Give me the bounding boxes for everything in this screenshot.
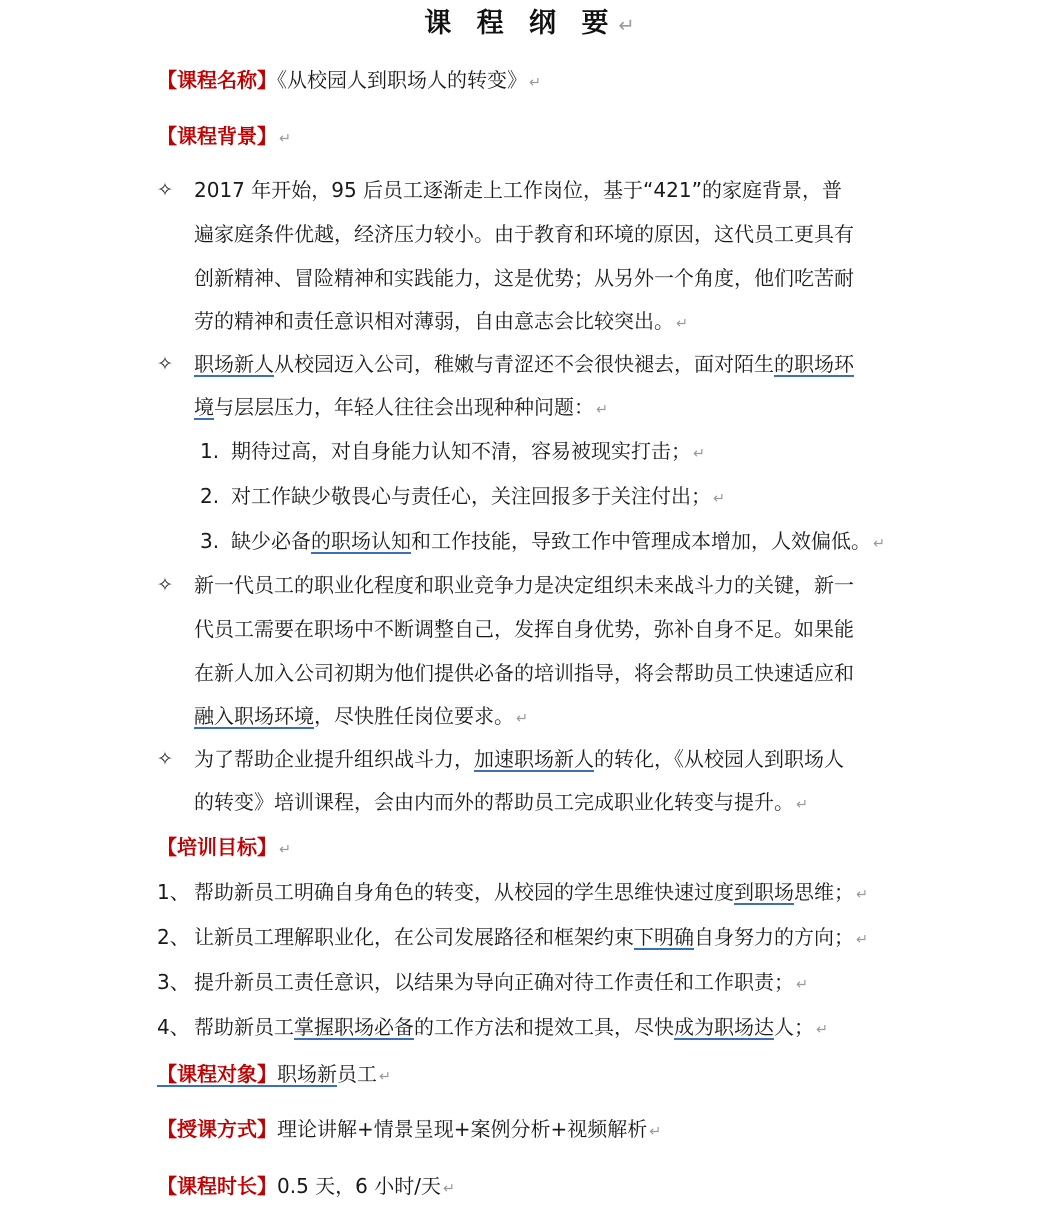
goal-number: 3、 [157,970,190,994]
background-p4-text: 的转化，《从校园人到职场人 [594,747,844,771]
underlined-term: 境 [194,395,214,419]
duration-label: 【课程时长】 [157,1174,277,1198]
underlined-term: 的职场认知 [311,529,411,553]
sub-item-number: 3. [200,529,220,553]
return-mark: ↵ [676,316,689,332]
background-p4-line [194,745,844,773]
page-title [0,4,1059,46]
audience-value: 职场新 [277,1062,337,1086]
return-mark: ↵ [856,887,869,903]
background-p1-last-line [194,307,688,338]
method-line [157,1115,661,1146]
course-name-line [157,66,541,97]
background-p3-line: 在新人加入公司初期为他们提供必备的培训指导，将会帮助员工快速适应和 [194,661,854,685]
method-label: 【授课方式】 [157,1117,277,1141]
audience-line [157,1060,391,1091]
goal-text: 提升新员工责任意识，以结果为导向正确对待工作责任和工作职责； [194,970,794,994]
return-mark: ↵ [529,75,542,91]
audience-label: 【课程对象】 [157,1062,277,1086]
return-mark: ↵ [796,797,809,813]
goal-text: 帮助新员工明确自身角色的转变，从校园的学生思维快速过度 [194,880,734,904]
background-p2-line [194,393,608,424]
goal-text: 让新员工理解职业化，在公司发展路径和框架约束 [194,925,634,949]
return-mark: ↵ [873,536,886,552]
goal-item [194,1013,828,1044]
background-label: 【课程背景】 [157,124,277,148]
sub-item [231,482,725,513]
underlined-term: 下明确 [634,925,694,949]
goal-text: 人； [774,1015,814,1039]
goal-item [194,878,868,909]
sub-item-number: 1. [200,439,220,463]
return-mark: ↵ [279,842,292,858]
goal-item [194,968,808,999]
title-text: 课 程 纲 要 [424,8,617,39]
background-p2-text: 与层层压力，年轻人往往会出现种种问题： [214,395,594,419]
goals-heading [157,833,291,864]
background-p4-text: 为了帮助企业提升组织战斗力， [194,747,474,771]
bullet-icon: ✧ [157,748,173,770]
underlined-term: 职场新人 [194,352,274,376]
bullet-icon: ✧ [157,353,173,375]
return-mark: ↵ [649,1124,662,1140]
return-mark: ↵ [379,1069,392,1085]
bullet-icon: ✧ [157,179,173,201]
course-name-value: 《从校园人到职场人的转变》 [277,68,527,92]
background-p1-text: 劳的精神和责任意识相对薄弱，自由意志会比较突出。 [194,309,674,333]
course-name-label: 【课程名称】 [157,68,277,92]
sub-item-number: 2. [200,484,220,508]
background-p3-line: 新一代员工的职业化程度和职业竞争力是决定组织未来战斗力的关键，新一 [194,573,854,597]
background-p4-text: 的转变》培训课程，会由内而外的帮助员工完成职业化转变与提升。 [194,790,794,814]
background-p1-line: 创新精神、冒险精神和实践能力，这是优势；从另外一个角度，他们吃苦耐 [194,266,854,290]
goals-label: 【培训目标】 [157,835,277,859]
audience-value: 员工 [337,1062,377,1086]
goal-item [194,923,868,954]
background-p1-line: 遍家庭条件优越，经济压力较小。由于教育和环境的原因，这代员工更具有 [194,222,854,246]
return-mark: ↵ [796,977,809,993]
background-heading [157,122,291,153]
sub-item-text: 和工作技能，导致工作中管理成本增加，人效偏低。 [411,529,871,553]
background-p1-line: 2017 年开始，95 后员工逐渐走上工作岗位，基于“421”的家庭背景，普 [194,178,842,202]
underlined-term: 融入职场环境 [194,704,314,728]
return-mark: ↵ [596,402,609,418]
underlined-term: 掌握职场必备 [294,1015,414,1039]
bullet-icon: ✧ [157,574,173,596]
sub-item-text: 期待过高，对自身能力认知不清，容易被现实打击； [231,439,691,463]
background-p4-line [194,788,808,819]
sub-item-text: 对工作缺少敬畏心与责任心，关注回报多于关注付出； [231,484,711,508]
sub-item-text: 缺少必备 [231,529,311,553]
duration-value: 0.5 天，6 小时/天 [277,1174,441,1198]
underlined-term: 到职场 [734,880,794,904]
goal-text: 帮助新员工 [194,1015,294,1039]
return-mark: ↵ [516,711,529,727]
background-p3-line: 代员工需要在职场中不断调整自己，发挥自身优势，弥补自身不足。如果能 [194,617,854,641]
goal-number: 1、 [157,880,190,904]
return-mark: ↵ [816,1022,829,1038]
method-value: 理论讲解+情景呈现+案例分析+视频解析 [277,1117,648,1141]
underlined-term: 的职场环 [774,352,854,376]
background-p2-line [194,350,854,378]
return-mark: ↵ [856,932,869,948]
goal-number: 2、 [157,925,190,949]
background-p3-line [194,702,528,733]
sub-item [231,437,705,468]
underlined-term: 成为职场达 [674,1015,774,1039]
goal-text: 思维； [794,880,854,904]
sub-item [231,527,885,558]
return-mark: ↵ [693,446,706,462]
goal-text: 自身努力的方向； [694,925,854,949]
return-mark: ↵ [279,131,292,147]
goal-text: 的工作方法和提效工具，尽快 [414,1015,674,1039]
background-p3-text: ，尽快胜任岗位要求。 [314,704,514,728]
underlined-term: 加速职场新人 [474,747,594,771]
return-mark: ↵ [618,14,635,37]
background-p2-text: 从校园迈入公司，稚嫩与青涩还不会很快褪去，面对陌生 [274,352,774,376]
goal-number: 4、 [157,1015,190,1039]
return-mark: ↵ [713,491,726,507]
duration-line [157,1172,455,1203]
return-mark: ↵ [442,1181,456,1197]
